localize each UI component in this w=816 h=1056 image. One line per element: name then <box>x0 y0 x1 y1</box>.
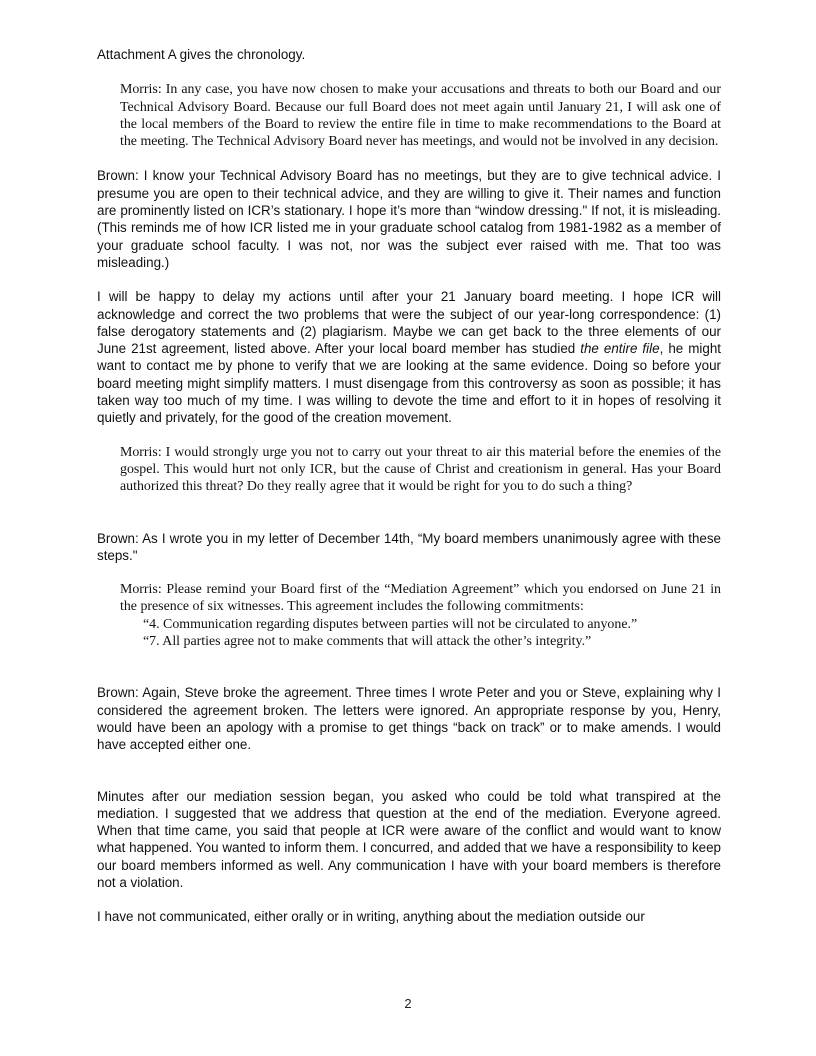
brown-response-2-part2: , he might want to contact me by phone to verify that we are looking at the same evidence. Doing so before your board meeting might simplify matters. I must disengage from this controversy as soon as possible; it has taken way too much of my time. I was willing to devote the time and effort to it in hopes of resolving it quietly and privately, for the good of the creation movement. <box>97 341 721 426</box>
brown-response-5: Minutes after our mediation session began, you asked who could be told what transpired at the mediation. I suggested that we address that question at the end of the mediation. Everyone agreed. When that time came, you said that people at ICR were aware of the conflict and would want to know what happened. You wanted to inform them. I concurred, and added that we have a responsibility to keep our board members informed as well. Any communication I have with your board members is therefore not a violation. <box>97 788 721 890</box>
agreement-clause-7: “7. All parties agree not to make comments that will attack the other’s integrity.” <box>143 634 592 650</box>
page-number: 2 <box>404 996 412 1011</box>
brown-response-6: I have not communicated, either orally or in writing, anything about the mediation outside our <box>97 909 645 925</box>
morris-quote-1: Morris: In any case, you have now chosen to make your accusations and threats to both our Board and our Technical Advisory Board. Because our full Board does not meet again until January 21, I will ask one of the local members of the Board to review the entire file in time to make recommendations to the Board at the meeting. The Technical Advisory Board never has meetings, and would not be involved in any decision. <box>120 82 721 150</box>
morris-quote-2: Morris: I would strongly urge you not to carry out your threat to air this material before the enemies of the gospel. This would hurt not only ICR, but the cause of Christ and creationism in general. Has your Board authorized this threat? Do they really agree that it would be right for you to do such a thing? <box>120 444 721 495</box>
brown-response-2 <box>97 288 721 426</box>
document-page <box>97 46 721 926</box>
brown-response-2-part1: I will be happy to delay my actions until after your 21 January board meeting. I hope ICR will acknowledge and correct the two problems that were the subject of our year-long correspondence: (1) false derogatory statements and (2) plagiarism. Maybe we can get back to the three elements of our June 21st agreement, listed above. After your local board member has studied <box>97 289 721 357</box>
brown-response-1: Brown: I know your Technical Advisory Board has no meetings, but they are to give technical advice. I presume you are open to their technical advice, and they are willing to give it. Their names and function are prominently listed on ICR’s stationary. I hope it’s more than “window dressing." If not, it is misleading. (This reminds me of how ICR listed me in your graduate school catalog from 1981-1982 as a member of your graduate school faculty. I was not, nor was the subject ever raised with me. That too was misleading.) <box>97 168 721 270</box>
intro-paragraph: Attachment A gives the chronology. <box>97 47 306 62</box>
morris-quote-3: Morris: Please remind your Board first of the “Mediation Agreement” which you endorsed on June 21 in the presence of six witnesses. This agreement includes the following commitments: <box>120 582 721 615</box>
emphasis-entire-file: the entire file <box>580 341 660 357</box>
brown-response-4: Brown: Again, Steve broke the agreement. Three times I wrote Peter and you or Steve, explaining why I considered the agreement broken. The letters were ignored. An appropriate response by you, Henry, would have been an apology with a promise to get things “back on track” or to make amends. I would have accepted either one. <box>97 685 721 753</box>
brown-response-3: Brown: As I wrote you in my letter of December 14th, “My board members unanimously agree with these steps." <box>97 530 721 563</box>
agreement-clause-4: “4. Communication regarding disputes between parties will not be circulated to anyone.” <box>143 616 638 632</box>
